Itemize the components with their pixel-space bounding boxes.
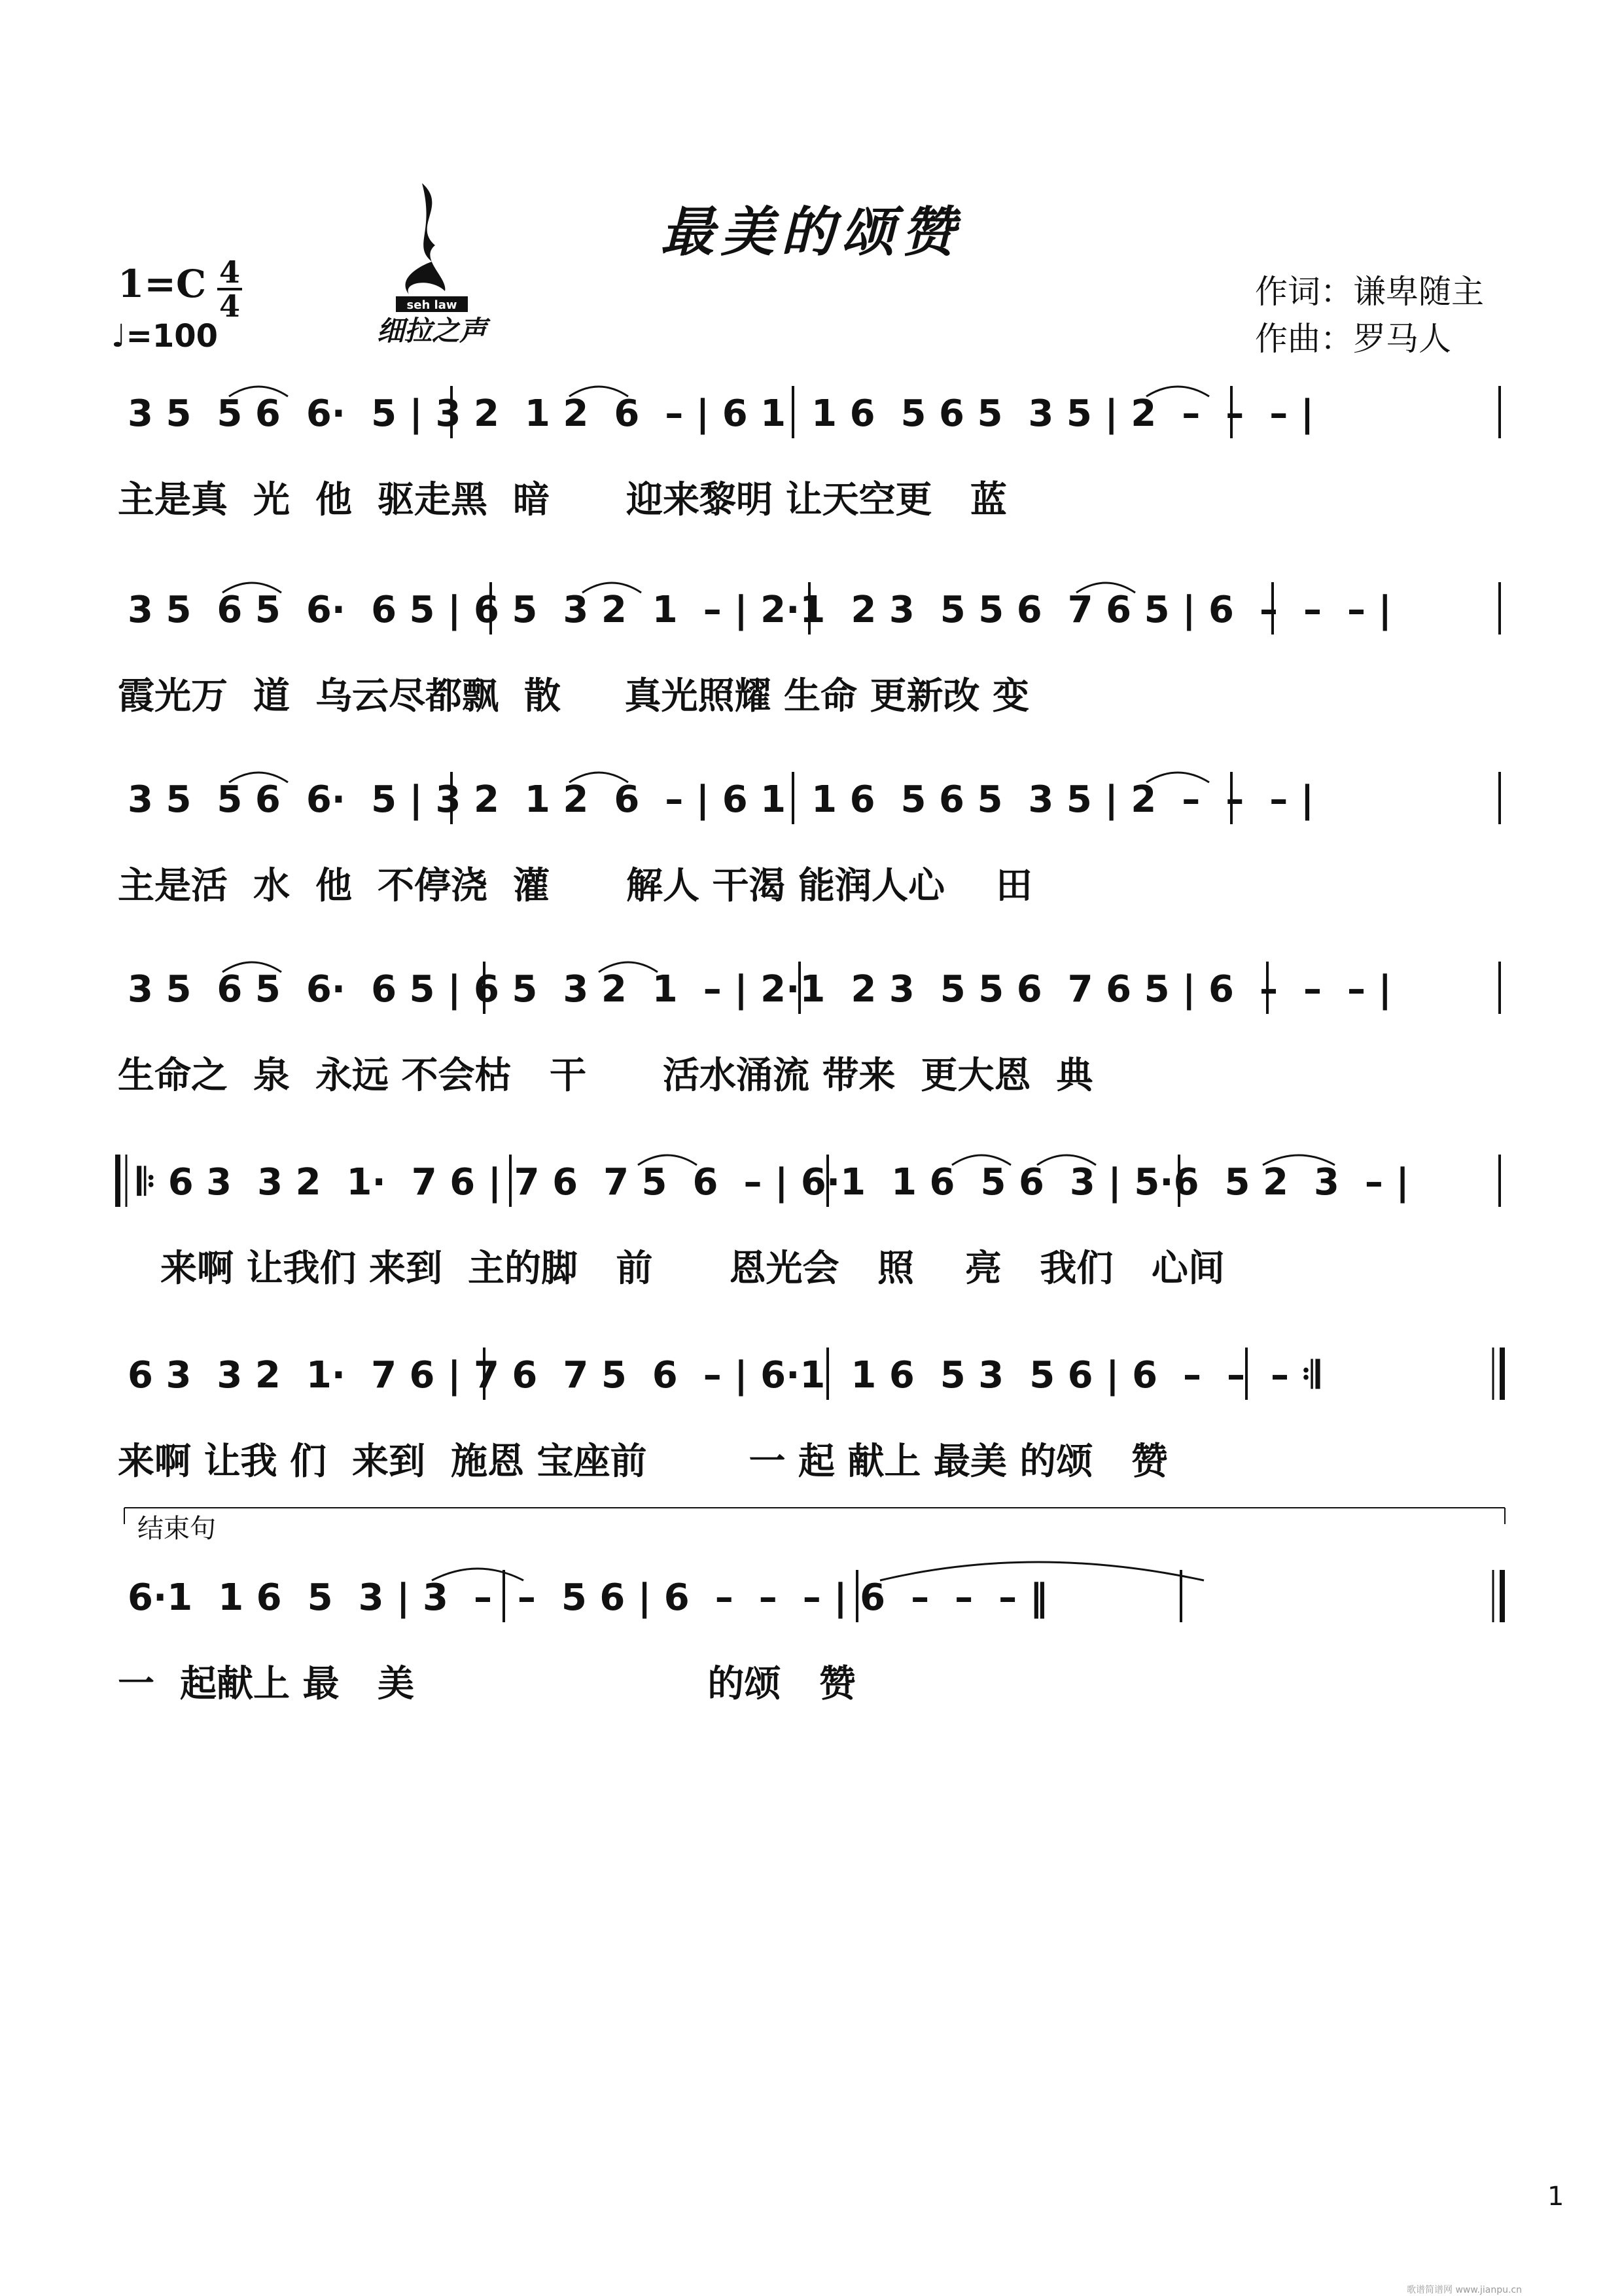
logo bbox=[350, 180, 514, 350]
song-title: 最美的颂赞 bbox=[660, 201, 962, 264]
credits bbox=[1255, 268, 1484, 362]
lyric-line: 生命之 泉 永远 不会枯 干 活水涌流 带来 更大恩 典 bbox=[118, 1054, 1093, 1097]
staff-system-7 bbox=[0, 1498, 1622, 1705]
notation-line: 6·1 1 6 5 3 | 3 – – 5 6 | 6 – – – | 6 – – – ‖ bbox=[128, 1576, 1048, 1619]
logo-text: 细拉之声 bbox=[376, 315, 487, 347]
lyric-line: 来啊 让我 们 来到 施恩 宝座前 一 起 献上 最美 的颂 赞 bbox=[118, 1440, 1168, 1483]
staff-system-6 bbox=[0, 1341, 1622, 1505]
watermark: 歌谱简谱网 www.jianpu.cn bbox=[1407, 2285, 1522, 2295]
lyricist: 作词：谦卑随主 bbox=[1255, 273, 1484, 311]
tempo-marking: ♩=100 bbox=[111, 318, 219, 355]
staff-system-5 bbox=[0, 1148, 1622, 1312]
notation-line: 3 5 5 6 6· 5 | 3 2 1 2 6 – | 6 1 1 6 5 6 5 3 5 | 2 – – – | bbox=[128, 778, 1314, 821]
lyric-line: 主是真 光 他 驱走黑 暗 迎来黎明 让天空更 蓝 bbox=[118, 479, 1007, 521]
staff-system-1 bbox=[0, 379, 1622, 543]
lyric-line: 来啊 让我们 来到 主的脚 前 恩光会 照 亮 我们 心间 bbox=[160, 1247, 1225, 1290]
ending-label: 结束句 bbox=[137, 1514, 216, 1544]
lyric-line: 霞光万 道 乌云尽都飘 散 真光照耀 生命 更新改 变 bbox=[118, 675, 1029, 718]
logo-band-text: seh law bbox=[406, 298, 457, 312]
staff-system-2 bbox=[0, 576, 1622, 739]
time-signature-top: 4 bbox=[219, 254, 240, 290]
staff-system-3 bbox=[0, 765, 1622, 929]
notation-line: 6 3 3 2 1· 7 6 | 7 6 7 5 6 – | 6·1 1 6 5 3 5 6 | 6 – – – 𝄇 bbox=[128, 1354, 1320, 1397]
lyric-line: 一 起献上 最 美 的颂 赞 bbox=[118, 1663, 856, 1705]
notation-line: 3 5 6 5 6· 6 5 | 6 5 3 2 1 – | 2·1 2 3 5 5 6 7 6 5 | 6 – – – | bbox=[128, 968, 1392, 1011]
notation-line: 𝄆 6 3 3 2 1· 7 6 | 7 6 7 5 6 – | 6·1 1 6 5 6 3 | 5·6 5 2 3 – | bbox=[137, 1161, 1409, 1204]
page-number: 1 bbox=[1547, 2182, 1564, 2212]
key-signature: 1=C bbox=[118, 262, 207, 306]
lyric-line: 主是活 水 他 不停浇 灌 解人 干渴 能润人心 田 bbox=[118, 865, 1032, 907]
staff-lines bbox=[0, 1498, 1622, 1648]
notation-line: 3 5 5 6 6· 5 | 3 2 1 2 6 – | 6 1 1 6 5 6 5 3 5 | 2 – – – | bbox=[128, 392, 1314, 435]
notation-line: 3 5 6 5 6· 6 5 | 6 5 3 2 1 – | 2·1 2 3 5 5 6 7 6 5 | 6 – – – | bbox=[128, 589, 1392, 631]
time-signature bbox=[215, 256, 245, 322]
staff-system-4 bbox=[0, 955, 1622, 1119]
rest-note-icon bbox=[350, 180, 514, 350]
composer: 作曲：罗马人 bbox=[1255, 320, 1451, 358]
time-signature-bottom: 4 bbox=[219, 288, 240, 324]
